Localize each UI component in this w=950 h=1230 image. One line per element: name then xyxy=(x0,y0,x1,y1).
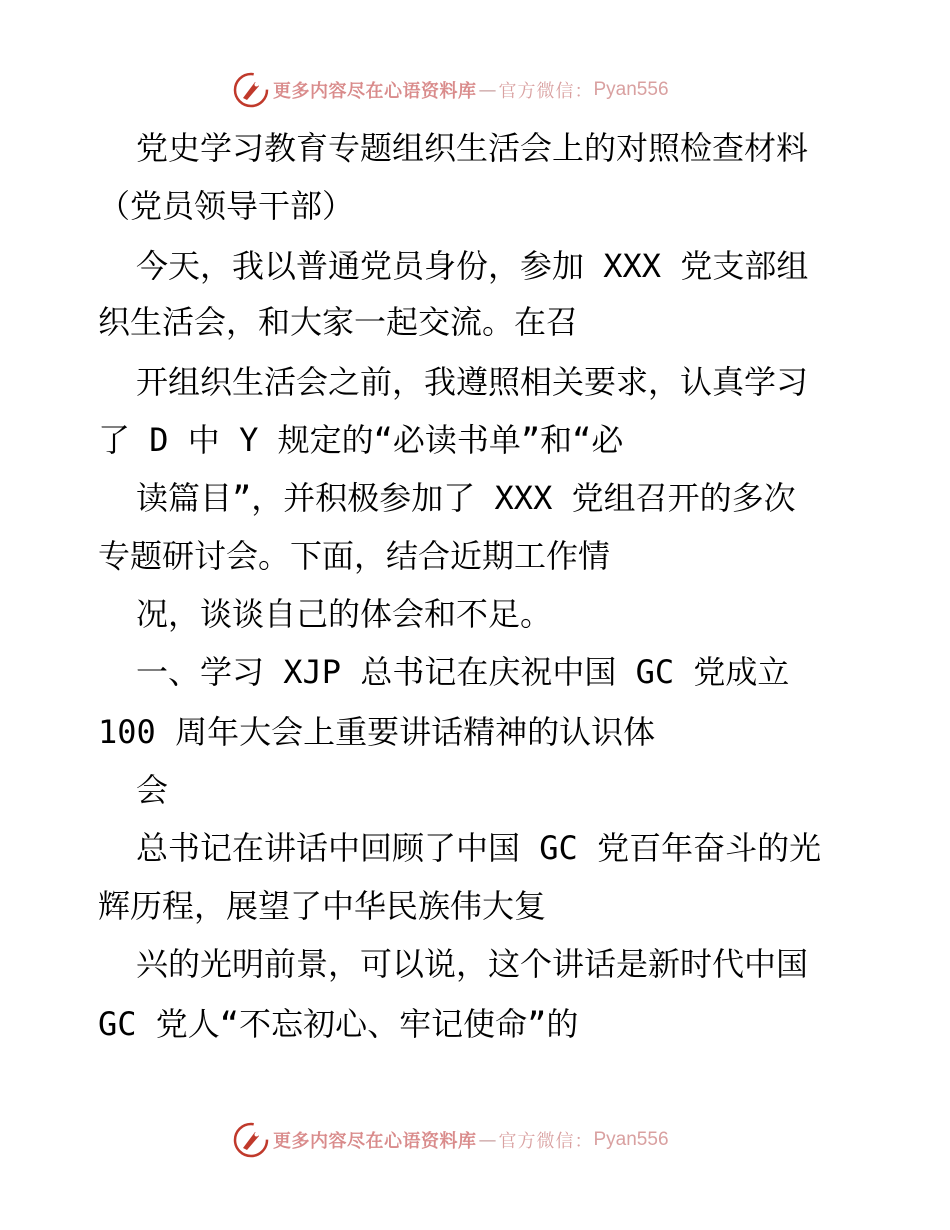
document-title-line-2: （党员领导干部） xyxy=(98,187,355,225)
watermark-wechat-id: Pyan556 xyxy=(593,1129,669,1150)
paragraph-line: 了 D 中 Y 规定的“必读书单”和“必 xyxy=(98,421,624,459)
paragraph-line: 开组织生活会之前，我遵照相关要求，认真学习 xyxy=(136,363,809,401)
section-heading-line: 一、学习 XJP 总书记在庆祝中国 GC 党成立 xyxy=(136,653,790,691)
pen-nib-logo-icon xyxy=(233,72,269,108)
watermark-text: 更多内容尽在心语资料库 xyxy=(273,81,477,102)
watermark-separator: — xyxy=(478,79,497,101)
paragraph-line: 况，谈谈自己的体会和不足。 xyxy=(136,595,553,633)
watermark-official-label: 官方微信： xyxy=(498,81,594,102)
watermark-official-label: 官方微信： xyxy=(498,1131,594,1152)
header-watermark xyxy=(233,70,669,110)
paragraph-line: 读篇目”，并积极参加了 XXX 党组召开的多次 xyxy=(136,479,796,517)
paragraph-line: 辉历程，展望了中华民族伟大复 xyxy=(98,887,547,925)
watermark-text: 更多内容尽在心语资料库 xyxy=(273,1131,477,1152)
watermark-wechat-id: Pyan556 xyxy=(593,79,669,100)
paragraph-line: 总书记在讲话中回顾了中国 GC 党百年奋斗的光 xyxy=(136,829,822,867)
paragraph-line: 今天，我以普通党员身份，参加 XXX 党支部组 xyxy=(136,247,809,285)
document-title-line-1: 党史学习教育专题组织生活会上的对照检查材料 xyxy=(136,129,809,167)
paragraph-line: GC 党人“不忘初心、牢记使命”的 xyxy=(98,1005,579,1043)
pen-nib-logo-icon xyxy=(233,1122,269,1158)
section-heading-line: 会 xyxy=(136,771,169,809)
section-heading-line: 100 周年大会上重要讲话精神的认识体 xyxy=(98,713,656,751)
paragraph-line: 兴的光明前景，可以说，这个讲话是新时代中国 xyxy=(136,945,809,983)
watermark-separator: — xyxy=(478,1129,497,1151)
footer-watermark xyxy=(233,1120,669,1160)
paragraph-line: 专题研讨会。下面，结合近期工作情 xyxy=(98,537,611,575)
paragraph-line: 织生活会，和大家一起交流。在召 xyxy=(98,303,579,341)
